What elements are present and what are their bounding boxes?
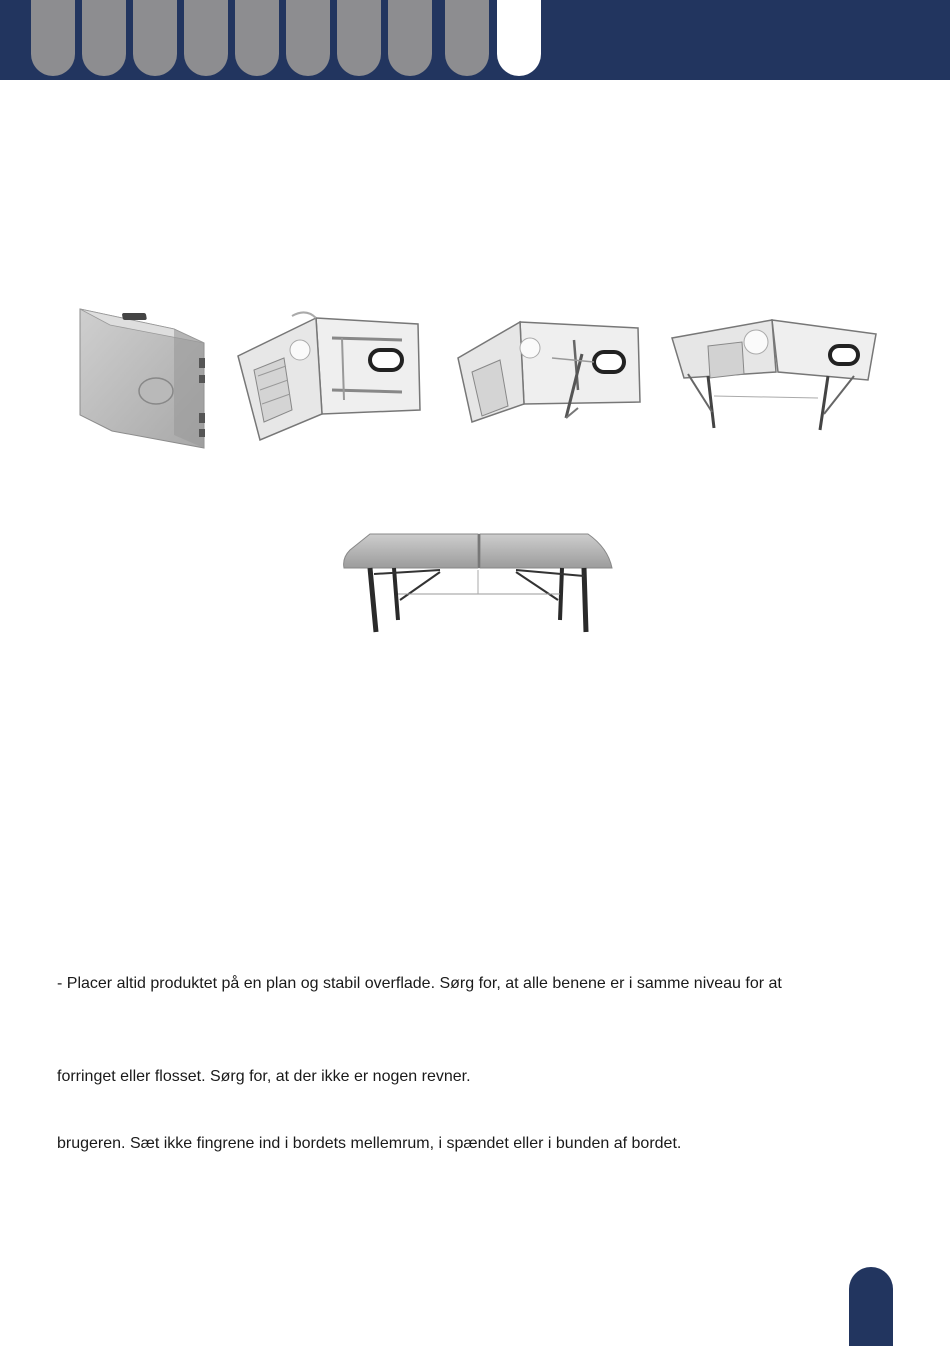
section-tab-10-active[interactable]: [497, 0, 541, 76]
section-tab-3[interactable]: [133, 0, 177, 76]
opening-table-image: [232, 310, 424, 444]
section-tab-6[interactable]: [286, 0, 330, 76]
legs-extended-image: [668, 316, 888, 434]
section-tab-1[interactable]: [31, 0, 75, 76]
assembled-table-image: [340, 530, 616, 636]
instruction-line-2: forringet eller flosset. Sørg for, at der ikke er nogen revner.: [57, 1068, 471, 1085]
folded-table-image: [74, 303, 210, 453]
instruction-line-3: brugeren. Sæt ikke fingrene ind i bordets mellemrum, i spændet eller i bunden af bordet.: [57, 1135, 682, 1152]
section-tab-8[interactable]: [388, 0, 432, 76]
instruction-line-1: - Placer altid produktet på en plan og stabil overflade. Sørg for, at alle benene er i samme niveau for at: [57, 975, 782, 992]
page-number-tab: [849, 1267, 893, 1346]
section-tab-7[interactable]: [337, 0, 381, 76]
section-tab-9[interactable]: [445, 0, 489, 76]
unfolding-legs-image: [454, 318, 646, 426]
section-tab-2[interactable]: [82, 0, 126, 76]
section-tab-5[interactable]: [235, 0, 279, 76]
section-tab-4[interactable]: [184, 0, 228, 76]
